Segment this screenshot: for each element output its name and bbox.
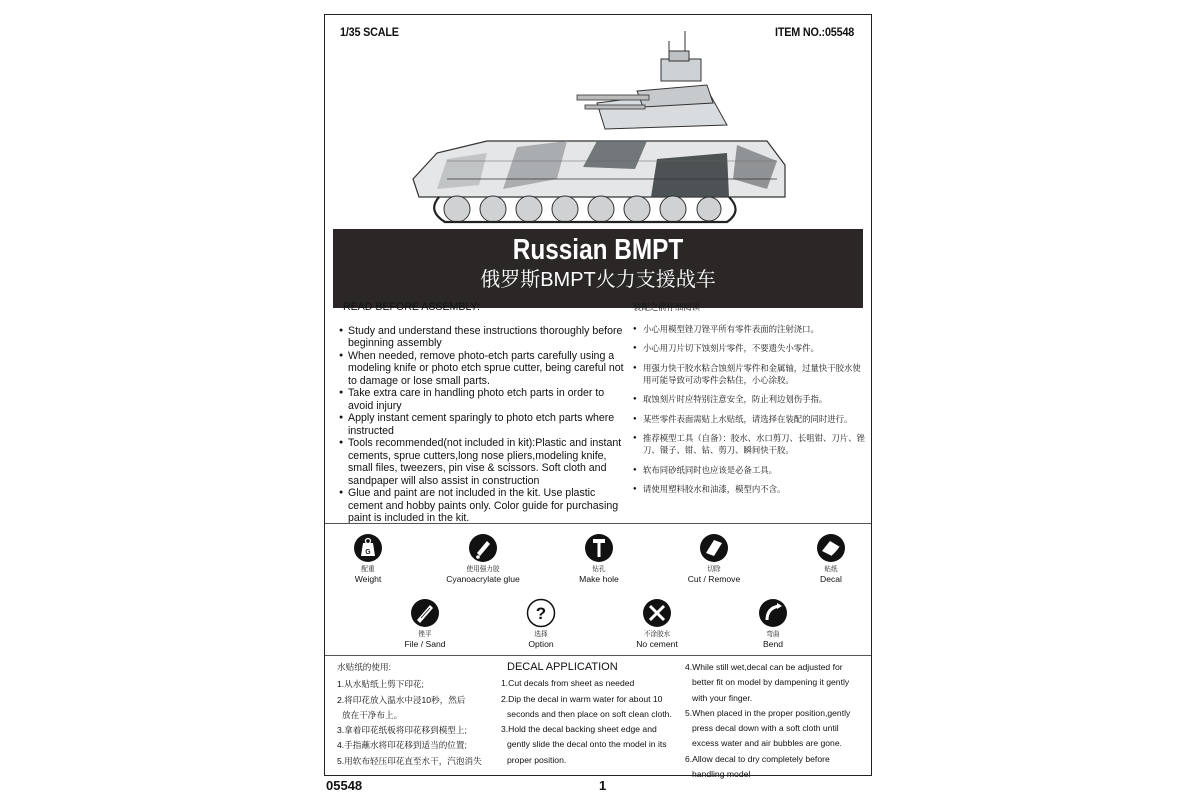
decal-zh-line: 放在干净布上。 (342, 709, 403, 720)
symbol-label-en: No cement (636, 639, 678, 649)
symbol-label-en: Cyanoacrylate glue (446, 574, 520, 584)
instruction-item: ● Study and understand these instructions thoroughly before beginning assembly (339, 325, 627, 350)
svg-text:?: ? (535, 604, 547, 623)
symbol-label-zh: 锉平 (418, 631, 432, 638)
decal-instructions-zh (337, 660, 497, 769)
option-icon (526, 598, 556, 628)
decal-en-line: with your finger. (692, 692, 753, 703)
item-number: ITEM NO.:05548 (775, 25, 855, 39)
decal-icon (816, 533, 846, 563)
instruction-sheet (324, 14, 872, 780)
decal-en-line: 1.Cut decals from sheet as needed (501, 678, 635, 689)
cut-remove-icon (699, 533, 729, 563)
title-zh: 俄罗斯BMPT火力支援战车 (480, 269, 716, 291)
title-en: Russian BMPT (512, 234, 684, 266)
symbol-label-zh: 选择 (534, 631, 548, 638)
instruction-item-zh: ● 请使用塑料胶水和油漆，模型内不含。 (633, 483, 865, 495)
title-banner (333, 229, 863, 308)
symbol-bend (723, 598, 823, 649)
weight-icon (353, 533, 383, 563)
symbol-label-en: Option (528, 639, 554, 649)
symbol-label-zh: 钻孔 (592, 566, 606, 573)
decal-en-line: proper position. (507, 754, 567, 765)
divider (325, 655, 871, 656)
symbol-label-zh: 配重 (361, 566, 375, 573)
decal-en-line: 5.When placed in the proper position,gently (685, 707, 851, 718)
instruction-item-zh: ● 用强力快干胶水粘合蚀刻片零件和金属轴，过量快干胶水使用可能导致可动零件会粘住，小心涂胶。 (633, 362, 865, 386)
bend-icon (758, 598, 788, 628)
decal-zh-line: 1.从水贴纸上剪下印花; (337, 679, 424, 690)
instruction-item-zh: ● 小心用模型锉刀锉平所有零件表面的注射浇口。 (633, 323, 865, 335)
svg-text:G: G (365, 549, 371, 556)
symbol-option (491, 598, 591, 649)
instruction-item: ● Take extra care in handling photo etch parts in order to avoid injury (339, 387, 627, 412)
instruction-item: ● When needed, remove photo-etch parts carefully using a modeling knife or photo etch sprue cutter, being careful not to damage or lose small parts. (339, 350, 627, 388)
decal-zh-line: 5.用软布轻压印花直至水干，汽泡消失 (337, 755, 482, 766)
decal-en-line: better fit on model by dampening it gently (692, 677, 850, 688)
scale-label: 1/35 SCALE (340, 25, 399, 39)
instructions-en-heading: READ BEFORE ASSEMBLY: (343, 301, 480, 313)
symbol-label-en: Make hole (579, 574, 619, 584)
instruction-item-zh: ● 小心用刀片切下蚀刻片零件，不要遗失小零件。 (633, 342, 865, 354)
symbol-label-zh: 使用强力胶 (466, 566, 500, 573)
bmpt-vehicle-illustration (407, 29, 797, 225)
cyanoacrylate-glue-icon (468, 533, 498, 563)
file-sand-icon (410, 598, 440, 628)
symbol-label-en: Cut / Remove (687, 574, 741, 584)
decal-instructions-en (501, 660, 681, 768)
instructions-zh-heading: 装配之前仔细阅读 (633, 302, 700, 312)
decal-instructions-en-cont (685, 660, 865, 782)
decal-en-line: 3.Hold the decal backing sheet edge and (501, 724, 657, 735)
decal-en-line: handling model (692, 769, 751, 780)
decal-en-line: excess water and air bubbles are gone. (692, 738, 843, 749)
decal-en-line: press decal down with a soft cloth until (692, 723, 839, 734)
instruction-item-zh: ● 某些零件表面需贴上水贴纸，请选择在装配的同时进行。 (633, 413, 865, 425)
symbol-label-en: Weight (354, 574, 382, 584)
symbol-glue (433, 533, 533, 584)
divider (325, 523, 871, 524)
decal-en-heading: DECAL APPLICATION (507, 661, 618, 673)
instruction-item: ● Apply instant cement sparingly to photo etch parts where instructed (339, 412, 627, 437)
page-number: 1 (599, 778, 607, 793)
symbol-no-cement (607, 598, 707, 649)
instruction-item-zh: ● 软布同砂纸同时也应该是必备工具。 (633, 464, 865, 476)
symbol-label-en: Decal (820, 574, 842, 584)
no-cement-icon (642, 598, 672, 628)
footer-item-number: 05548 (326, 778, 363, 793)
symbol-label-zh: 贴纸 (824, 566, 838, 573)
instruction-item: ● Tools recommended(not included in kit):Plastic and instant cements, sprue cutters,long nose pliers,modeling knife, small files, tweezers, pin vise & scissors. Soft cloth and sandpaper will also assist in construction (339, 437, 627, 487)
make-hole-icon (584, 533, 614, 563)
symbol-cut-remove (664, 533, 764, 584)
symbol-label-en: File / Sand (404, 639, 446, 649)
symbol-decal (781, 533, 881, 584)
instruction-item-zh: ● 取蚀刻片时应特别注意安全，防止利边划伤手指。 (633, 393, 865, 405)
decal-zh-line: 2.将印花放入温水中浸10秒，然后 (337, 694, 466, 705)
instruction-item: ● Glue and paint are not included in the kit. Use plastic cement and hobby paints only. Color guide for purchasing paint is included in the kit. (339, 487, 627, 525)
symbol-make-hole (549, 533, 649, 584)
decal-en-line: 4.While still wet,decal can be adjusted for (685, 662, 843, 672)
decal-en-line: 2.Dip the decal in warm water for about 10 (501, 693, 663, 704)
symbol-file-sand (375, 598, 475, 649)
symbol-label-zh: 不涂胶水 (643, 631, 671, 638)
symbol-label-zh: 切除 (707, 566, 721, 573)
symbol-label-zh: 弯曲 (766, 631, 780, 638)
symbol-label-en: Bend (762, 639, 784, 649)
instructions-zh (633, 301, 865, 503)
decal-en-line: 6.Allow decal to dry completely before (685, 753, 830, 764)
decal-en-line: gently slide the decal onto the model in its (507, 739, 667, 750)
symbol-weight (318, 533, 418, 584)
instruction-item-zh: ● 推荐模型工具（自备）：胶水、水口剪刀、长咀钳、刀片、锉刀、镊子、钳、钻、剪刀、瞬间快干胶。 (633, 432, 865, 456)
instructions-en (343, 301, 627, 525)
decal-zh-heading: 水贴纸的使用: (337, 662, 391, 672)
decal-en-line: seconds and then place on soft clean cloth. (507, 708, 672, 719)
decal-zh-line: 3.拿着印花纸板将印花移到模型上; (337, 725, 467, 736)
decal-zh-line: 4.手指蘸水将印花移到适当的位置; (337, 740, 467, 751)
